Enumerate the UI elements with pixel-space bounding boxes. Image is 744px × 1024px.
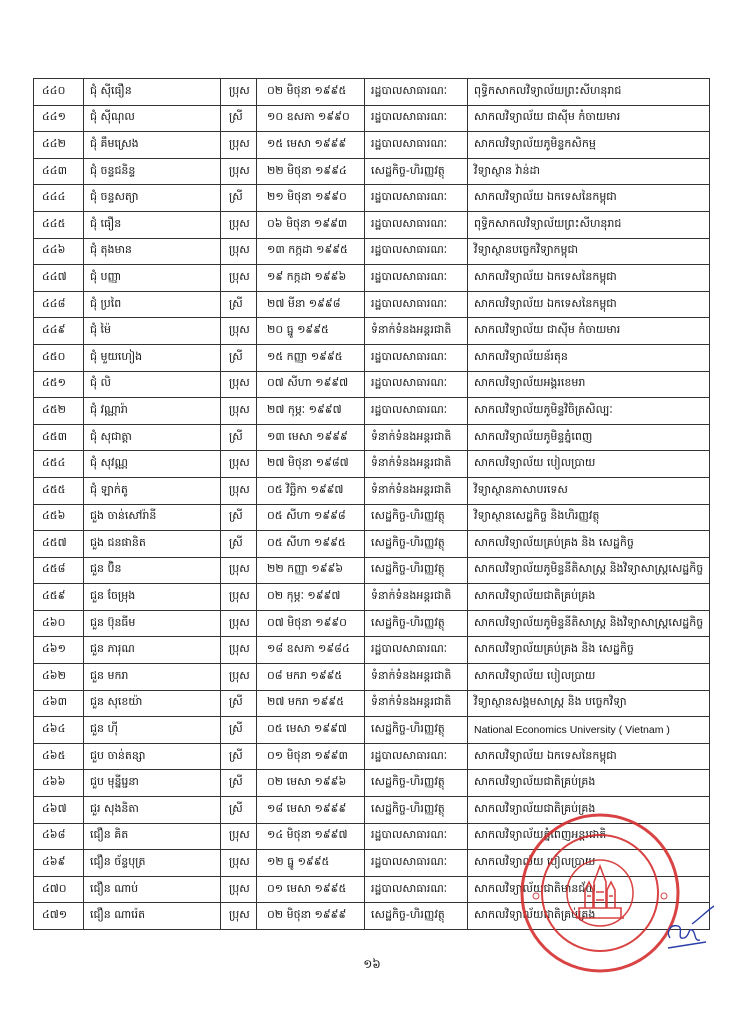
sex-cell: ប្រុស <box>221 823 257 850</box>
row-number-cell: ៤៤៩ <box>34 318 84 345</box>
major-cell: សេដ្ឋកិច្ច-ហិរញ្ញវត្ថុ <box>365 797 468 824</box>
university-cell: សាកលវិទ្យាល័យអង្គរខេមរា <box>468 371 710 398</box>
sex-cell: ប្រុស <box>221 451 257 478</box>
name-cell: ជួន ភារុណ <box>84 637 221 664</box>
date-of-birth-cell: ១៥ កញ្ញា ១៩៩៥ <box>257 344 365 371</box>
name-cell: ជុំ វណ្ណារ៉ា <box>84 398 221 425</box>
name-cell: ជួន ចែម្រុង <box>84 584 221 611</box>
sex-cell: ស្រី <box>221 690 257 717</box>
row-number-cell: ៤៦៤ <box>34 717 84 744</box>
major-cell: រដ្ឋបាលសាធារណៈ <box>365 850 468 877</box>
university-cell: សាកលវិទ្យាល័យ បៀលប្រាយ <box>468 451 710 478</box>
table-row <box>34 584 710 611</box>
university-cell: វិទ្យាស្ថានបច្ចេកវិទ្យាកម្ពុជា <box>468 238 710 265</box>
date-of-birth-cell: ១៩ កក្កដា ១៩៩៦ <box>257 265 365 292</box>
temple-emblem-icon <box>576 866 624 918</box>
name-cell: ជួប មុន្នីរ្ជេនា <box>84 770 221 797</box>
row-number-cell: ៤៤១ <box>34 105 84 132</box>
name-cell: ជឿន ណាប់ <box>84 876 221 903</box>
name-cell: ជុំ ស៊ីណុល <box>84 105 221 132</box>
page-number: ១៦ <box>363 957 381 971</box>
date-of-birth-cell: ១៨ មេសា ១៩៩៩ <box>257 797 365 824</box>
date-of-birth-cell: ២៧ មីនា ១៩៩៨ <box>257 291 365 318</box>
name-cell: ជុំ ម៉ៃ <box>84 318 221 345</box>
table-row <box>34 211 710 238</box>
row-number-cell: ៤៦៣ <box>34 690 84 717</box>
major-cell: រដ្ឋបាលសាធារណៈ <box>365 132 468 159</box>
table-row <box>34 398 710 425</box>
date-of-birth-cell: ២៧ កុម្ភៈ ១៩៩៧ <box>257 398 365 425</box>
row-number-cell: ៤៦៦ <box>34 770 84 797</box>
date-of-birth-cell: ០៦ មិថុនា ១៩៩៣ <box>257 211 365 238</box>
sex-cell: ស្រី <box>221 504 257 531</box>
name-cell: ជួន ប៊ុនធីម <box>84 610 221 637</box>
major-cell: រដ្ឋបាលសាធារណៈ <box>365 344 468 371</box>
major-cell: រដ្ឋបាលសាធារណៈ <box>365 238 468 265</box>
major-cell: សេដ្ឋកិច្ច-ហិរញ្ញវត្ថុ <box>365 504 468 531</box>
sex-cell: ប្រុស <box>221 371 257 398</box>
university-cell: សាកលវិទ្យាល័យភូមិន្ទនីតិសាស្ត្រ និងវិទ្យាសាស្ត្រសេដ្ឋកិច្ច <box>468 557 710 584</box>
major-cell: រដ្ឋបាលសាធារណៈ <box>365 79 468 106</box>
major-cell: សេដ្ឋកិច្ច-ហិរញ្ញវត្ថុ <box>365 717 468 744</box>
date-of-birth-cell: ១៣ មេសា ១៩៩៩ <box>257 424 365 451</box>
row-number-cell: ៤៤២ <box>34 132 84 159</box>
sex-cell: ប្រុស <box>221 211 257 238</box>
sex-cell: ប្រុស <box>221 610 257 637</box>
name-cell: ជួង ជនផានិត <box>84 531 221 558</box>
university-cell: សាកលវិទ្យាល័យជាតិគ្រប់គ្រង <box>468 903 710 930</box>
date-of-birth-cell: ០៥ សីហា ១៩៩៨ <box>257 504 365 531</box>
sex-cell: ប្រុស <box>221 265 257 292</box>
university-cell: សាកលវិទ្យាល័យ ជាស៊ីម កំចាយមារ <box>468 105 710 132</box>
major-cell: សេដ្ឋកិច្ច-ហិរញ្ញវត្ថុ <box>365 557 468 584</box>
date-of-birth-cell: ០៥ មេសា ១៩៩៧ <box>257 717 365 744</box>
handwritten-signature <box>662 902 718 952</box>
table-row <box>34 743 710 770</box>
seal-inner-ring <box>542 835 658 951</box>
major-cell: ទំនាក់ទំនងអន្តរជាតិ <box>365 664 468 691</box>
name-cell: ជឿន ច័ន្ទបុត្រ <box>84 850 221 877</box>
date-of-birth-cell: ២០ ធ្នូ ១៩៩៥ <box>257 318 365 345</box>
date-of-birth-cell: ១២ ធ្នូ ១៩៩៥ <box>257 850 365 877</box>
date-of-birth-cell: ០៧ មិថុនា ១៩៩០ <box>257 610 365 637</box>
row-number-cell: ៤៦៨ <box>34 823 84 850</box>
date-of-birth-cell: ១៨ ឧសភា ១៩៨៤ <box>257 637 365 664</box>
sex-cell: ស្រី <box>221 797 257 824</box>
name-cell: ជួន ប៊ិន <box>84 557 221 584</box>
date-of-birth-cell: ២២ កញ្ញា ១៩៩៦ <box>257 557 365 584</box>
table-row <box>34 637 710 664</box>
university-cell: សាកលវិទ្យាល័យភ្នំពេញអន្តរជាតិ <box>468 823 710 850</box>
table-row <box>34 531 710 558</box>
name-cell: ជឿន គិត <box>84 823 221 850</box>
university-cell: សាកលវិទ្យាល័យ ឯកទេសនៃកម្ពុជា <box>468 291 710 318</box>
table-row <box>34 185 710 212</box>
university-cell: សាកលវិទ្យាល័យន័រតុន <box>468 344 710 371</box>
row-number-cell: ៤៥៤ <box>34 451 84 478</box>
row-number-cell: ៤៥៧ <box>34 531 84 558</box>
name-cell: ជុំ មួយហៀង <box>84 344 221 371</box>
major-cell: ទំនាក់ទំនងអន្តរជាតិ <box>365 477 468 504</box>
date-of-birth-cell: ០២ មិថុនា ១៩៩៩ <box>257 903 365 930</box>
university-cell: សាកលវិទ្យាល័យ ឯកទេសនៃកម្ពុជា <box>468 185 710 212</box>
sex-cell: ប្រុស <box>221 158 257 185</box>
major-cell: រដ្ឋបាលសាធារណៈ <box>365 291 468 318</box>
university-cell: សាកលវិទ្យាល័យ បៀលប្រាយ <box>468 850 710 877</box>
row-number-cell: ៤៦០ <box>34 610 84 637</box>
date-of-birth-cell: ០១ មេសា ១៩៩៥ <box>257 876 365 903</box>
sex-cell: ស្រី <box>221 531 257 558</box>
name-cell: ជុំ សុជាត្តា <box>84 424 221 451</box>
date-of-birth-cell: ០២ មេសា ១៩៩៦ <box>257 770 365 797</box>
row-number-cell: ៤៤០ <box>34 79 84 106</box>
university-cell: វិទ្យាស្ថានសង្គមសាស្ត្រ និង បច្ចេកវិទ្យា <box>468 690 710 717</box>
university-cell: វិទ្យាស្ថានភាសាបរទេស <box>468 477 710 504</box>
table-row <box>34 664 710 691</box>
name-cell: ជុំ ធឿន <box>84 211 221 238</box>
sex-cell: ស្រី <box>221 770 257 797</box>
date-of-birth-cell: ០៨ មករា ១៩៩៥ <box>257 664 365 691</box>
row-number-cell: ៤៥៦ <box>34 504 84 531</box>
row-number-cell: ៤៧០ <box>34 876 84 903</box>
sex-cell: ប្រុស <box>221 477 257 504</box>
major-cell: រដ្ឋបាលសាធារណៈ <box>365 265 468 292</box>
major-cell: រដ្ឋបាលសាធារណៈ <box>365 823 468 850</box>
sex-cell: ស្រី <box>221 424 257 451</box>
university-cell: សាកលវិទ្យាល័យភូមិន្ទកសិកម្ម <box>468 132 710 159</box>
sex-cell: ប្រុស <box>221 664 257 691</box>
date-of-birth-cell: ០៥ វិច្ឆិកា ១៩៩៧ <box>257 477 365 504</box>
table-row <box>34 504 710 531</box>
major-cell: សេដ្ឋកិច្ច-ហិរញ្ញវត្ថុ <box>365 770 468 797</box>
major-cell: រដ្ឋបាលសាធារណៈ <box>365 185 468 212</box>
university-cell: សាកលវិទ្យាល័យ ឯកទេសនៃកម្ពុជា <box>468 743 710 770</box>
table-row <box>34 158 710 185</box>
university-cell: សាកលវិទ្យាល័យ ឯកទេសនៃកម្ពុជា <box>468 265 710 292</box>
name-cell: ជួរ សុងនិតា <box>84 797 221 824</box>
roster-table <box>33 78 710 930</box>
name-cell: ជួន មករា <box>84 664 221 691</box>
sex-cell: ប្រុស <box>221 398 257 425</box>
table-row <box>34 610 710 637</box>
sex-cell: ប្រុស <box>221 238 257 265</box>
table-row <box>34 424 710 451</box>
roster-body <box>34 79 710 930</box>
sex-cell: ស្រី <box>221 344 257 371</box>
date-of-birth-cell: ០២ មិថុនា ១៩៩៥ <box>257 79 365 106</box>
row-number-cell: ៤៥៥ <box>34 477 84 504</box>
table-row <box>34 451 710 478</box>
university-cell: វិទ្យាស្ថាន វ៉ាន់ដា <box>468 158 710 185</box>
table-row <box>34 344 710 371</box>
major-cell: រដ្ឋបាលសាធារណៈ <box>365 211 468 238</box>
sex-cell: ប្រុស <box>221 557 257 584</box>
table-row <box>34 265 710 292</box>
university-cell: ពុទ្ធិកសាកលវិទ្យាល័យព្រះសីហនុរាជ <box>468 79 710 106</box>
name-cell: ជួន ហ៊ី <box>84 717 221 744</box>
sex-cell: ប្រុស <box>221 132 257 159</box>
major-cell: ទំនាក់ទំនងអន្តរជាតិ <box>365 451 468 478</box>
row-number-cell: ៤៤៨ <box>34 291 84 318</box>
name-cell: ជឿន ណារ៉េត <box>84 903 221 930</box>
row-number-cell: ៤៦៩ <box>34 850 84 877</box>
major-cell: រដ្ឋបាលសាធារណៈ <box>365 398 468 425</box>
row-number-cell: ៤៤៧ <box>34 265 84 292</box>
university-cell: សាកលវិទ្យាល័យជាតិមានជ័យ <box>468 876 710 903</box>
row-number-cell: ៤៤៦ <box>34 238 84 265</box>
row-number-cell: ៤៥១ <box>34 371 84 398</box>
sex-cell: ស្រី <box>221 105 257 132</box>
row-number-cell: ៤៤៤ <box>34 185 84 212</box>
table-row <box>34 477 710 504</box>
date-of-birth-cell: ១០ ឧសភា ១៩៩០ <box>257 105 365 132</box>
date-of-birth-cell: ១៥ មេសា ១៩៩៩ <box>257 132 365 159</box>
university-cell: សាកលវិទ្យាល័យជាតិគ្រប់គ្រង <box>468 770 710 797</box>
sex-cell: ប្រុស <box>221 318 257 345</box>
date-of-birth-cell: ០៧ សីហា ១៩៩៧ <box>257 371 365 398</box>
table-row <box>34 770 710 797</box>
name-cell: ជុំ បញ្ញា <box>84 265 221 292</box>
major-cell: រដ្ឋបាលសាធារណៈ <box>365 637 468 664</box>
university-cell: សាកលវិទ្យាល័យជាតិគ្រប់គ្រង <box>468 584 710 611</box>
row-number-cell: ៤៦៧ <box>34 797 84 824</box>
row-number-cell: ៤៥០ <box>34 344 84 371</box>
name-cell: ជុំ ឡាក់តូ <box>84 477 221 504</box>
date-of-birth-cell: ០១ មិថុនា ១៩៩៣ <box>257 743 365 770</box>
seal-star-right-icon <box>661 893 667 899</box>
university-cell: សាកលវិទ្យាល័យជាតិគ្រប់គ្រង <box>468 797 710 824</box>
date-of-birth-cell: ០២ កុម្ភៈ ១៩៩៧ <box>257 584 365 611</box>
university-cell: សាកលវិទ្យាល័យគ្រប់គ្រង និង សេដ្ឋកិច្ច <box>468 637 710 664</box>
date-of-birth-cell: ០៥ សីហា ១៩៩៥ <box>257 531 365 558</box>
name-cell: ជុំ ចន្ទជនិន្ទ <box>84 158 221 185</box>
name-cell: ជុំ សុវណ្ណ <box>84 451 221 478</box>
sex-cell: ស្រី <box>221 291 257 318</box>
table-row <box>34 690 710 717</box>
date-of-birth-cell: ២១ មិថុនា ១៩៩០ <box>257 185 365 212</box>
university-cell: សាកលវិទ្យាល័យភូមិន្ទភ្នំពេញ <box>468 424 710 451</box>
name-cell: ជួង ចាន់សៅរ៉ានី <box>84 504 221 531</box>
major-cell: ទំនាក់ទំនងអន្តរជាតិ <box>365 690 468 717</box>
name-cell: ជុំ ចន្ទសត្យា <box>84 185 221 212</box>
name-cell: ជួន សុខេយ៉ា <box>84 690 221 717</box>
name-cell: ជុំ លិ <box>84 371 221 398</box>
row-number-cell: ៤៦៥ <box>34 743 84 770</box>
major-cell: សេដ្ឋកិច្ច-ហិរញ្ញវត្ថុ <box>365 903 468 930</box>
table-row <box>34 291 710 318</box>
major-cell: រដ្ឋបាលសាធារណៈ <box>365 105 468 132</box>
name-cell: ជួប ចាន់តន្សា <box>84 743 221 770</box>
major-cell: សេដ្ឋកិច្ច-ហិរញ្ញវត្ថុ <box>365 531 468 558</box>
row-number-cell: ៤៧១ <box>34 903 84 930</box>
university-cell: National Economics University ( Vietnam ) <box>468 717 710 744</box>
university-cell: សាកលវិទ្យាល័យភូមិន្ទនីតិសាស្ត្រ និងវិទ្យាសាស្ត្រសេដ្ឋកិច្ច <box>468 610 710 637</box>
university-cell: វិទ្យាស្ថានសេដ្ឋកិច្ច និងហិរញ្ញវត្ថុ <box>468 504 710 531</box>
name-cell: ជុំ តុងមាន <box>84 238 221 265</box>
table-row <box>34 105 710 132</box>
row-number-cell: ៤៤៥ <box>34 211 84 238</box>
name-cell: ជុំ ប្រពៃ <box>84 291 221 318</box>
table-row <box>34 79 710 106</box>
table-row <box>34 717 710 744</box>
row-number-cell: ៤៤៣ <box>34 158 84 185</box>
row-number-cell: ៤៥៨ <box>34 557 84 584</box>
sex-cell: ស្រី <box>221 185 257 212</box>
row-number-cell: ៤៥៣ <box>34 424 84 451</box>
name-cell: ជុំ គឹមស្រេង <box>84 132 221 159</box>
date-of-birth-cell: ២៧ មករា ១៩៩៥ <box>257 690 365 717</box>
date-of-birth-cell: ១៤ មិថុនា ១៩៩៧ <box>257 823 365 850</box>
major-cell: ទំនាក់ទំនងអន្តរជាតិ <box>365 424 468 451</box>
table-row <box>34 238 710 265</box>
major-cell: រដ្ឋបាលសាធារណៈ <box>365 876 468 903</box>
sex-cell: ប្រុស <box>221 637 257 664</box>
university-cell: ពុទ្ធិកសាកលវិទ្យាល័យព្រះសីហនុរាជ <box>468 211 710 238</box>
date-of-birth-cell: ២២ មិថុនា ១៩៩៤ <box>257 158 365 185</box>
major-cell: ទំនាក់ទំនងអន្តរជាតិ <box>365 318 468 345</box>
sex-cell: ប្រុស <box>221 79 257 106</box>
row-number-cell: ៤៦១ <box>34 637 84 664</box>
table-row <box>34 318 710 345</box>
official-seal <box>519 812 681 974</box>
table-row <box>34 371 710 398</box>
major-cell: រដ្ឋបាលសាធារណៈ <box>365 371 468 398</box>
university-cell: សាកលវិទ្យាល័យភូមិន្ទវិចិត្រសិល្បៈ <box>468 398 710 425</box>
row-number-cell: ៤៦២ <box>34 664 84 691</box>
row-number-cell: ៤៥២ <box>34 398 84 425</box>
seal-star-left-icon <box>533 893 539 899</box>
date-of-birth-cell: ២៧ មិថុនា ១៩៨៧ <box>257 451 365 478</box>
seal-outer-ring <box>522 815 678 971</box>
major-cell: សេដ្ឋកិច្ច-ហិរញ្ញវត្ថុ <box>365 158 468 185</box>
university-cell: សាកលវិទ្យាល័យ បៀលប្រាយ <box>468 664 710 691</box>
sex-cell: ប្រុស <box>221 876 257 903</box>
major-cell: រដ្ឋបាលសាធារណៈ <box>365 743 468 770</box>
seal-center-ring <box>567 860 633 926</box>
table-row <box>34 557 710 584</box>
major-cell: សេដ្ឋកិច្ច-ហិរញ្ញវត្ថុ <box>365 610 468 637</box>
sex-cell: ប្រុស <box>221 903 257 930</box>
sex-cell: ប្រុស <box>221 850 257 877</box>
university-cell: សាកលវិទ្យាល័យគ្រប់គ្រង និង សេដ្ឋកិច្ច <box>468 531 710 558</box>
sex-cell: ស្រី <box>221 743 257 770</box>
date-of-birth-cell: ១៣ កក្កដា ១៩៩៥ <box>257 238 365 265</box>
university-cell: សាកលវិទ្យាល័យ ជាស៊ីម កំចាយមារ <box>468 318 710 345</box>
major-cell: ទំនាក់ទំនងអន្តរជាតិ <box>365 584 468 611</box>
name-cell: ជុំ ស៊ីធឿន <box>84 79 221 106</box>
table-row <box>34 132 710 159</box>
row-number-cell: ៤៥៩ <box>34 584 84 611</box>
sex-cell: ប្រុស <box>221 584 257 611</box>
sex-cell: ស្រី <box>221 717 257 744</box>
